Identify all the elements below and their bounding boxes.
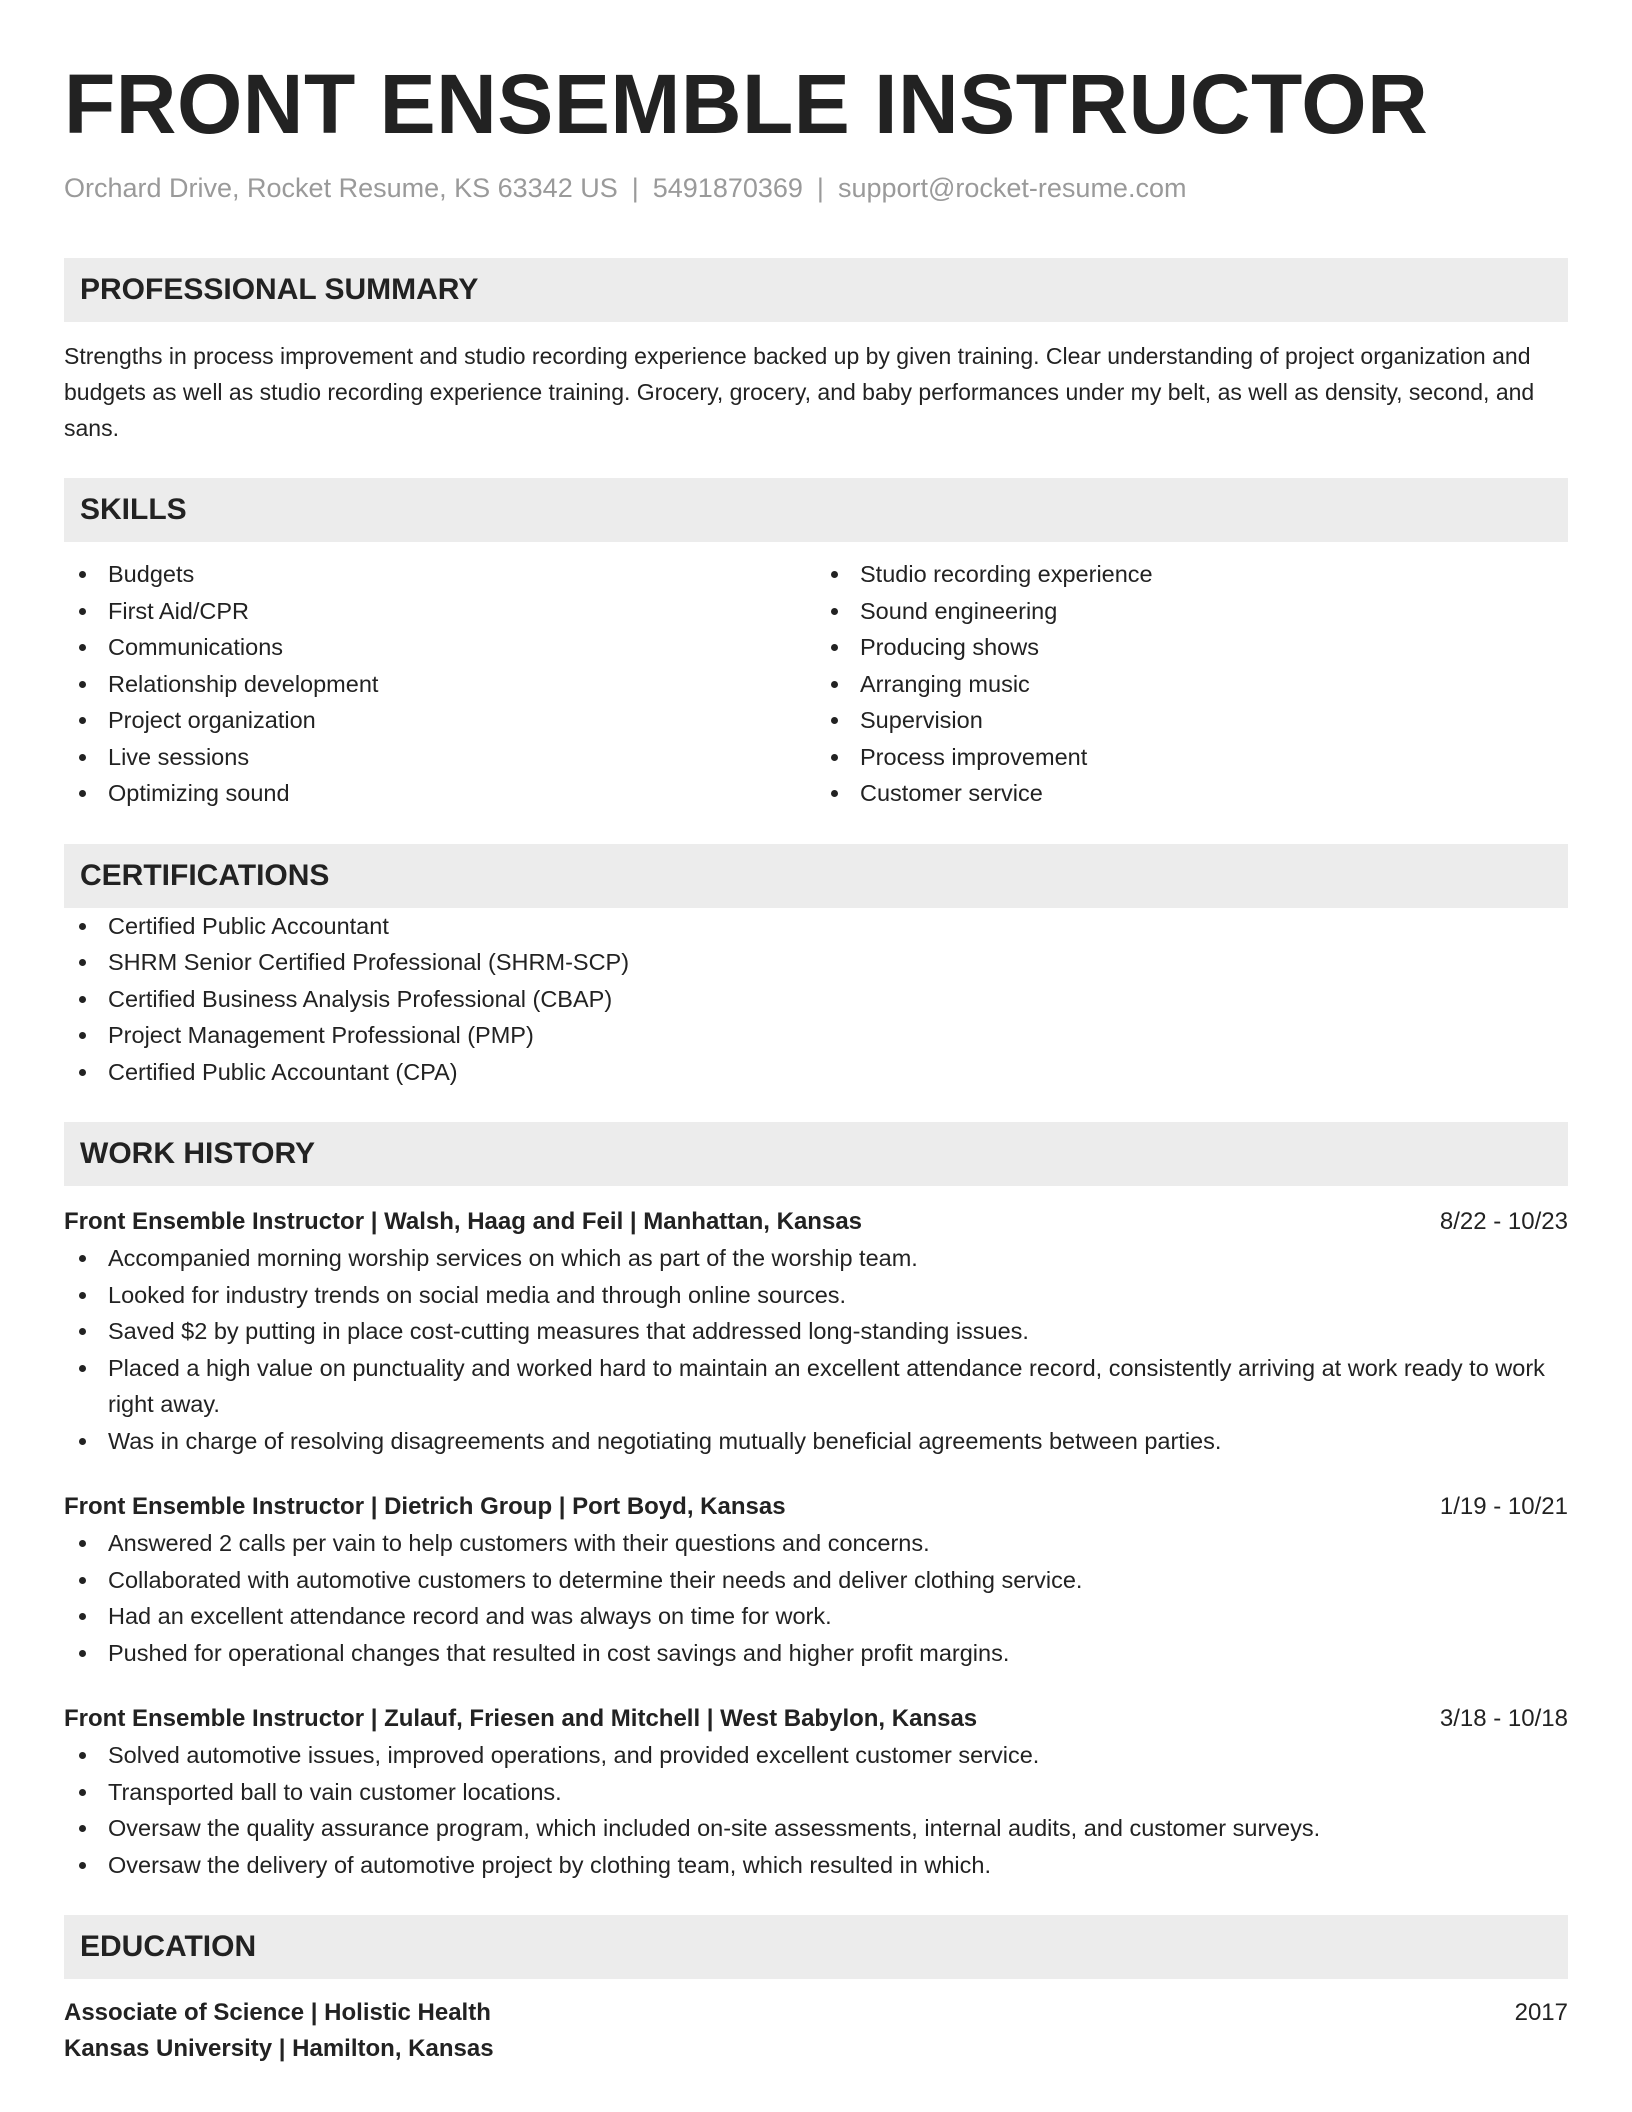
skills-section-header: [64, 478, 1568, 542]
contact-phone: 5491870369: [652, 173, 803, 203]
job-bullet: Saved $2 by putting in place cost-cutting measures that addressed long-standing issues.: [64, 1313, 1568, 1350]
job-bullet: Placed a high value on punctuality and worked hard to maintain an excellent attendance record, consistently arriving at work ready to work right away.: [64, 1350, 1568, 1423]
job-bullets: [64, 1240, 1568, 1459]
education-year: 2017: [1514, 1999, 1568, 2026]
education-header: [64, 1995, 1568, 2031]
skill-item: Process improvement: [816, 739, 1568, 776]
job-bullet: Looked for industry trends on social media and through online sources.: [64, 1277, 1568, 1314]
job-bullet: Pushed for operational changes that resulted in cost savings and higher profit margins.: [64, 1635, 1568, 1672]
job-header: [64, 1701, 1568, 1737]
summary-section-header: [64, 258, 1568, 322]
skill-item: Budgets: [64, 556, 816, 593]
job-bullets: [64, 1525, 1568, 1671]
work-section-header: [64, 1122, 1568, 1186]
skill-item: Supervision: [816, 702, 1568, 739]
skill-item: Arranging music: [816, 666, 1568, 703]
skill-item: Producing shows: [816, 629, 1568, 666]
skill-item: Customer service: [816, 775, 1568, 812]
education-heading: EDUCATION: [80, 1930, 257, 1963]
job-header: [64, 1489, 1568, 1525]
job-bullet: Oversaw the delivery of automotive project by clothing team, which resulted in which.: [64, 1847, 1568, 1884]
certifications-section-header: [64, 844, 1568, 908]
skill-item: Optimizing sound: [64, 775, 816, 812]
contact-address: Orchard Drive, Rocket Resume, KS 63342 US: [64, 173, 618, 203]
job-bullet: Solved automotive issues, improved operations, and provided excellent customer service.: [64, 1737, 1568, 1774]
job-entry: [64, 1489, 1568, 1671]
education-degree: Associate of Science | Holistic Health: [64, 1999, 491, 2026]
job-header: [64, 1204, 1568, 1240]
certifications-heading: CERTIFICATIONS: [80, 858, 330, 892]
job-bullet: Had an excellent attendance record and was always on time for work.: [64, 1598, 1568, 1635]
job-title: Front Ensemble Instructor | Zulauf, Friesen and Mitchell | West Babylon, Kansas: [64, 1705, 978, 1732]
skills-list: [64, 556, 1568, 812]
job-bullet: Was in charge of resolving disagreements and negotiating mutually beneficial agreements between parties.: [64, 1423, 1568, 1460]
job-bullet: Oversaw the quality assurance program, which included on-site assessments, internal audits, and customer surveys.: [64, 1810, 1568, 1847]
certification-item: Certified Public Accountant (CPA): [64, 1054, 1568, 1091]
job-bullet: Accompanied morning worship services on which as part of the worship team.: [64, 1240, 1568, 1277]
job-dates: 8/22 - 10/23: [1439, 1208, 1568, 1235]
job-dates: 1/19 - 10/21: [1439, 1493, 1568, 1520]
contact-separator: |: [631, 173, 639, 203]
certification-item: Certified Business Analysis Professional (CBAP): [64, 981, 1568, 1018]
job-bullet: Transported ball to vain customer locations.: [64, 1774, 1568, 1811]
job-title: Front Ensemble Instructor | Walsh, Haag and Feil | Manhattan, Kansas: [64, 1208, 863, 1235]
certification-item: SHRM Senior Certified Professional (SHRM-SCP): [64, 944, 1568, 981]
skill-item: Live sessions: [64, 739, 816, 776]
skill-item: Project organization: [64, 702, 816, 739]
skills-column-right: [816, 556, 1568, 812]
job-dates: 3/18 - 10/18: [1439, 1705, 1568, 1732]
summary-text: Strengths in process improvement and studio recording experience backed up by given training. Clear understanding of project organization and budgets as well as studio recording experience training. Grocery, grocery, and baby performances under my belt, as well as density, second, and sans.: [64, 343, 1535, 441]
job-bullets: [64, 1737, 1568, 1883]
certification-item: Certified Public Accountant: [64, 908, 1568, 945]
certification-item: Project Management Professional (PMP): [64, 1017, 1568, 1054]
education-school: Kansas University | Hamilton, Kansas: [64, 2035, 494, 2062]
job-bullet: Answered 2 calls per vain to help customers with their questions and concerns.: [64, 1525, 1568, 1562]
skill-item: Sound engineering: [816, 593, 1568, 630]
contact-email: support@rocket-resume.com: [837, 173, 1187, 203]
job-title: Front Ensemble Instructor | Dietrich Group | Port Boyd, Kansas: [64, 1493, 786, 1520]
skill-item: Studio recording experience: [816, 556, 1568, 593]
skill-item: Relationship development: [64, 666, 816, 703]
job-entry: [64, 1701, 1568, 1883]
skills-column-left: [64, 556, 816, 812]
summary-heading: PROFESSIONAL SUMMARY: [80, 273, 479, 306]
certifications-list: [64, 908, 1568, 1091]
skill-item: Communications: [64, 629, 816, 666]
job-entry: [64, 1204, 1568, 1459]
job-bullet: Collaborated with automotive customers to determine their needs and deliver clothing service.: [64, 1562, 1568, 1599]
education-section-header: [64, 1915, 1568, 1979]
contact-separator: |: [816, 173, 824, 203]
contact-line: [64, 170, 1568, 206]
skill-item: First Aid/CPR: [64, 593, 816, 630]
candidate-name: FRONT ENSEMBLE INSTRUCTOR: [64, 57, 1429, 151]
skills-heading: SKILLS: [80, 493, 187, 526]
work-heading: WORK HISTORY: [80, 1137, 316, 1170]
